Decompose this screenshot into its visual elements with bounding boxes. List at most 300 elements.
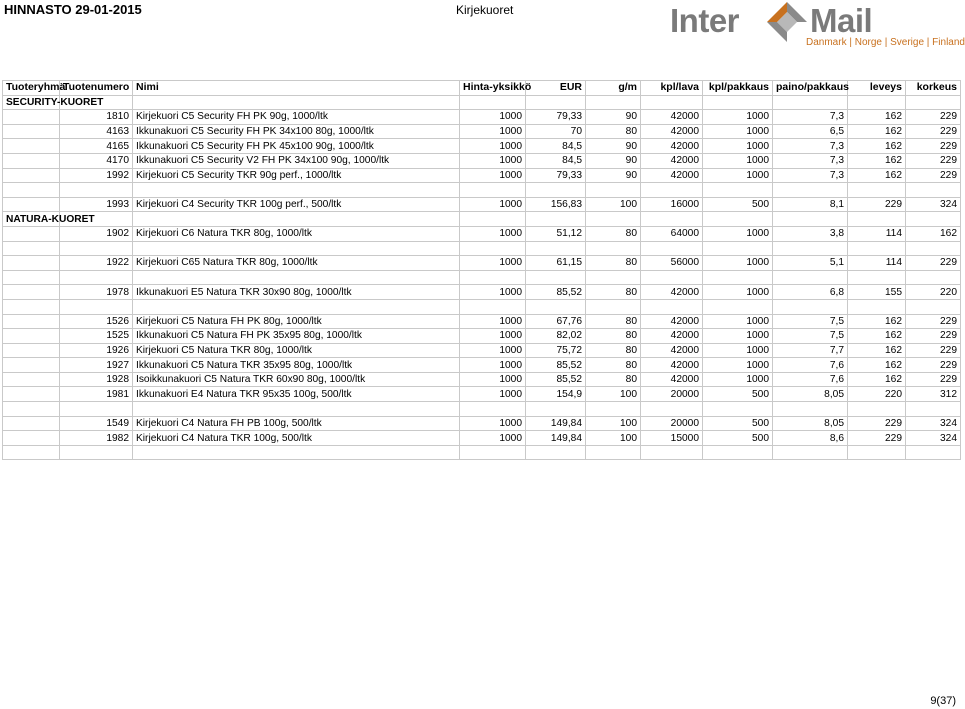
empty-cell (133, 212, 460, 227)
cell-name: Ikkunakuori C5 Security V2 FH PK 34x100 90g, 1000/ltk (133, 153, 460, 168)
empty-cell (773, 445, 848, 460)
cell-name: Kirjekuori C5 Natura FH PK 80g, 1000/ltk (133, 314, 460, 329)
cell-kor: 229 (906, 314, 961, 329)
cell-lev: 155 (848, 285, 906, 300)
cell-name: Ikkunakuori C5 Natura TKR 35x95 80g, 1000/ltk (133, 358, 460, 373)
spacer-row (3, 183, 961, 198)
cell-lev: 162 (848, 358, 906, 373)
cell-nr: 1982 (60, 431, 133, 446)
cell-lev: 229 (848, 431, 906, 446)
cell-lava: 42000 (641, 110, 703, 125)
cell-name: Ikkunakuori C5 Security FH PK 34x100 80g, 1000/ltk (133, 124, 460, 139)
cell-lev: 162 (848, 314, 906, 329)
empty-cell (586, 212, 641, 227)
empty-cell (906, 95, 961, 110)
logo-word-inter: Inter (670, 2, 740, 39)
cell-nr: 1902 (60, 226, 133, 241)
empty-cell (703, 95, 773, 110)
cell-eur: 149,84 (526, 416, 586, 431)
cell-gm: 90 (586, 168, 641, 183)
empty-cell (703, 212, 773, 227)
col-header: kpl/lava (641, 81, 703, 96)
cell-lev: 114 (848, 226, 906, 241)
empty-cell (586, 95, 641, 110)
table-row (3, 139, 961, 154)
col-header: paino/pakkaus (773, 81, 848, 96)
col-header: g/m (586, 81, 641, 96)
cell-unit: 1000 (460, 168, 526, 183)
empty-cell (133, 402, 460, 417)
cell-nr: 4170 (60, 153, 133, 168)
cell-unit: 1000 (460, 372, 526, 387)
group-label: NATURA-KUORET (3, 212, 60, 227)
cell-unit: 1000 (460, 110, 526, 125)
cell-pak: 1000 (703, 256, 773, 271)
empty-cell (3, 256, 60, 271)
cell-kor: 229 (906, 124, 961, 139)
cell-eur: 85,52 (526, 372, 586, 387)
empty-cell (773, 299, 848, 314)
cell-nr: 1927 (60, 358, 133, 373)
empty-cell (3, 402, 60, 417)
cell-lava: 20000 (641, 387, 703, 402)
cell-lev: 162 (848, 168, 906, 183)
intermail-logo (670, 0, 965, 50)
cell-kor: 324 (906, 416, 961, 431)
empty-cell (3, 387, 60, 402)
empty-cell (3, 241, 60, 256)
empty-cell (460, 183, 526, 198)
cell-paino: 6,8 (773, 285, 848, 300)
cell-lev: 162 (848, 372, 906, 387)
page-number: 9(37) (930, 695, 956, 707)
empty-cell (906, 183, 961, 198)
col-header: kpl/pakkaus (703, 81, 773, 96)
empty-cell (773, 183, 848, 198)
empty-cell (773, 241, 848, 256)
spacer-row (3, 270, 961, 285)
cell-lava: 15000 (641, 431, 703, 446)
empty-cell (3, 183, 60, 198)
cell-name: Kirjekuori C5 Security TKR 90g perf., 1000/ltk (133, 168, 460, 183)
empty-cell (586, 299, 641, 314)
col-header: Nimi (133, 81, 460, 96)
col-header: korkeus (906, 81, 961, 96)
cell-paino: 3,8 (773, 226, 848, 241)
empty-cell (703, 241, 773, 256)
empty-cell (3, 110, 60, 125)
cell-lava: 64000 (641, 226, 703, 241)
empty-cell (848, 241, 906, 256)
cell-name: Kirjekuori C4 Natura TKR 100g, 500/ltk (133, 431, 460, 446)
empty-cell (703, 299, 773, 314)
cell-kor: 229 (906, 168, 961, 183)
cell-pak: 500 (703, 416, 773, 431)
cell-gm: 100 (586, 387, 641, 402)
cell-nr: 1992 (60, 168, 133, 183)
empty-cell (3, 226, 60, 241)
cell-eur: 75,72 (526, 343, 586, 358)
empty-cell (641, 402, 703, 417)
empty-cell (460, 445, 526, 460)
cell-gm: 100 (586, 197, 641, 212)
empty-cell (848, 402, 906, 417)
empty-cell (133, 241, 460, 256)
cell-gm: 80 (586, 314, 641, 329)
cell-eur: 67,76 (526, 314, 586, 329)
empty-cell (848, 445, 906, 460)
cell-lava: 42000 (641, 358, 703, 373)
cell-eur: 154,9 (526, 387, 586, 402)
empty-cell (641, 95, 703, 110)
empty-cell (3, 372, 60, 387)
cell-paino: 8,05 (773, 416, 848, 431)
cell-paino: 8,05 (773, 387, 848, 402)
cell-lev: 114 (848, 256, 906, 271)
empty-cell (3, 343, 60, 358)
cell-kor: 324 (906, 431, 961, 446)
table-row (3, 153, 961, 168)
empty-cell (460, 299, 526, 314)
cell-gm: 80 (586, 358, 641, 373)
table-row (3, 431, 961, 446)
cell-lava: 42000 (641, 314, 703, 329)
table-row (3, 372, 961, 387)
cell-name: Kirjekuori C65 Natura TKR 80g, 1000/ltk (133, 256, 460, 271)
cell-paino: 7,6 (773, 372, 848, 387)
cell-gm: 90 (586, 139, 641, 154)
cell-lava: 56000 (641, 256, 703, 271)
cell-paino: 8,1 (773, 197, 848, 212)
cell-unit: 1000 (460, 197, 526, 212)
empty-cell (641, 299, 703, 314)
cell-kor: 229 (906, 153, 961, 168)
cell-lev: 162 (848, 124, 906, 139)
cell-unit: 1000 (460, 416, 526, 431)
empty-cell (133, 445, 460, 460)
table-row (3, 416, 961, 431)
cell-gm: 80 (586, 329, 641, 344)
cell-nr: 1525 (60, 329, 133, 344)
empty-cell (460, 95, 526, 110)
group-label: SECURITY-KUORET (3, 95, 60, 110)
cell-lava: 42000 (641, 372, 703, 387)
empty-cell (848, 212, 906, 227)
empty-cell (133, 299, 460, 314)
cell-name: Ikkunakuori E5 Natura TKR 30x90 80g, 1000/ltk (133, 285, 460, 300)
table-header-row (3, 81, 961, 96)
cell-nr: 4165 (60, 139, 133, 154)
cell-eur: 85,52 (526, 285, 586, 300)
cell-gm: 100 (586, 431, 641, 446)
empty-cell (3, 197, 60, 212)
cell-paino: 7,5 (773, 329, 848, 344)
cell-unit: 1000 (460, 314, 526, 329)
col-header: EUR (526, 81, 586, 96)
empty-cell (641, 445, 703, 460)
empty-cell (133, 270, 460, 285)
cell-nr: 1993 (60, 197, 133, 212)
cell-name: Ikkunakuori C5 Security FH PK 45x100 90g, 1000/ltk (133, 139, 460, 154)
document-title: HINNASTO 29-01-2015 (4, 2, 142, 17)
cell-unit: 1000 (460, 329, 526, 344)
logo-countries: Danmark | Norge | Sverige | Finland (806, 37, 965, 48)
empty-cell (906, 445, 961, 460)
cell-pak: 1000 (703, 110, 773, 125)
empty-cell (3, 124, 60, 139)
cell-lava: 16000 (641, 197, 703, 212)
cell-paino: 7,3 (773, 139, 848, 154)
cell-gm: 80 (586, 256, 641, 271)
empty-cell (60, 402, 133, 417)
cell-pak: 500 (703, 387, 773, 402)
empty-cell (460, 270, 526, 285)
empty-cell (906, 212, 961, 227)
group-row (3, 95, 961, 110)
cell-name: Ikkunakuori C5 Natura FH PK 35x95 80g, 1000/ltk (133, 329, 460, 344)
cell-kor: 229 (906, 110, 961, 125)
cell-gm: 90 (586, 153, 641, 168)
cell-name: Kirjekuori C4 Security TKR 100g perf., 500/ltk (133, 197, 460, 212)
empty-cell (60, 445, 133, 460)
cell-eur: 79,33 (526, 168, 586, 183)
cell-lava: 42000 (641, 168, 703, 183)
cell-lev: 162 (848, 153, 906, 168)
empty-cell (526, 445, 586, 460)
table-row (3, 110, 961, 125)
cell-eur: 79,33 (526, 110, 586, 125)
cell-kor: 162 (906, 226, 961, 241)
cell-lev: 229 (848, 197, 906, 212)
cell-paino: 7,5 (773, 314, 848, 329)
empty-cell (703, 445, 773, 460)
empty-cell (3, 431, 60, 446)
empty-cell (3, 153, 60, 168)
empty-cell (906, 241, 961, 256)
empty-cell (848, 299, 906, 314)
table-row (3, 168, 961, 183)
col-header: leveys (848, 81, 906, 96)
cell-kor: 229 (906, 358, 961, 373)
cell-nr: 1926 (60, 343, 133, 358)
cell-pak: 1000 (703, 139, 773, 154)
cell-lev: 220 (848, 387, 906, 402)
empty-cell (3, 445, 60, 460)
cell-name: Kirjekuori C4 Natura FH PB 100g, 500/ltk (133, 416, 460, 431)
empty-cell (703, 402, 773, 417)
table-row (3, 197, 961, 212)
cell-nr: 1526 (60, 314, 133, 329)
cell-nr: 4163 (60, 124, 133, 139)
cell-nr: 1922 (60, 256, 133, 271)
cell-nr: 1978 (60, 285, 133, 300)
empty-cell (641, 212, 703, 227)
cell-unit: 1000 (460, 431, 526, 446)
cell-paino: 7,6 (773, 358, 848, 373)
empty-cell (60, 270, 133, 285)
cell-name: Ikkunakuori E4 Natura TKR 95x35 100g, 500/ltk (133, 387, 460, 402)
table-row (3, 387, 961, 402)
cell-paino: 7,3 (773, 110, 848, 125)
cell-unit: 1000 (460, 285, 526, 300)
empty-cell (526, 299, 586, 314)
cell-kor: 312 (906, 387, 961, 402)
empty-cell (526, 241, 586, 256)
cell-kor: 324 (906, 197, 961, 212)
col-header: Tuotenumero (60, 81, 133, 96)
empty-cell (60, 183, 133, 198)
cell-gm: 90 (586, 110, 641, 125)
empty-cell (773, 402, 848, 417)
cell-nr: 1981 (60, 387, 133, 402)
cell-name: Kirjekuori C6 Natura TKR 80g, 1000/ltk (133, 226, 460, 241)
cell-eur: 61,15 (526, 256, 586, 271)
cell-gm: 80 (586, 343, 641, 358)
empty-cell (906, 402, 961, 417)
table-row (3, 358, 961, 373)
cell-paino: 7,3 (773, 153, 848, 168)
cell-unit: 1000 (460, 256, 526, 271)
empty-cell (848, 270, 906, 285)
empty-cell (133, 95, 460, 110)
spacer-row (3, 299, 961, 314)
empty-cell (906, 270, 961, 285)
cell-pak: 1000 (703, 314, 773, 329)
cell-lava: 42000 (641, 153, 703, 168)
empty-cell (586, 183, 641, 198)
cell-nr: 1928 (60, 372, 133, 387)
cell-paino: 7,3 (773, 168, 848, 183)
cell-pak: 1000 (703, 343, 773, 358)
table-row (3, 256, 961, 271)
table-row (3, 329, 961, 344)
cell-paino: 8,6 (773, 431, 848, 446)
empty-cell (586, 402, 641, 417)
empty-cell (3, 168, 60, 183)
cell-pak: 1000 (703, 153, 773, 168)
cell-eur: 84,5 (526, 153, 586, 168)
logo-arrow-icon (765, 0, 809, 44)
cell-lava: 42000 (641, 329, 703, 344)
cell-pak: 1000 (703, 329, 773, 344)
cell-kor: 229 (906, 343, 961, 358)
empty-cell (3, 329, 60, 344)
empty-cell (641, 241, 703, 256)
cell-pak: 500 (703, 197, 773, 212)
empty-cell (60, 241, 133, 256)
cell-gm: 80 (586, 124, 641, 139)
empty-cell (586, 241, 641, 256)
empty-cell (526, 270, 586, 285)
cell-unit: 1000 (460, 139, 526, 154)
spacer-row (3, 402, 961, 417)
cell-kor: 229 (906, 329, 961, 344)
cell-eur: 149,84 (526, 431, 586, 446)
price-table (2, 80, 961, 460)
cell-lava: 42000 (641, 285, 703, 300)
cell-kor: 229 (906, 256, 961, 271)
empty-cell (3, 358, 60, 373)
cell-kor: 229 (906, 139, 961, 154)
cell-gm: 80 (586, 285, 641, 300)
cell-pak: 1000 (703, 226, 773, 241)
empty-cell (3, 270, 60, 285)
empty-cell (133, 183, 460, 198)
empty-cell (641, 183, 703, 198)
cell-pak: 1000 (703, 168, 773, 183)
empty-cell (641, 270, 703, 285)
cell-lev: 162 (848, 110, 906, 125)
cell-lev: 229 (848, 416, 906, 431)
cell-name: Kirjekuori C5 Natura TKR 80g, 1000/ltk (133, 343, 460, 358)
empty-cell (906, 299, 961, 314)
cell-unit: 1000 (460, 124, 526, 139)
cell-gm: 80 (586, 372, 641, 387)
cell-lava: 20000 (641, 416, 703, 431)
empty-cell (3, 314, 60, 329)
category-title: Kirjekuoret (456, 3, 514, 17)
logo-word-mail: Mail (810, 2, 873, 39)
cell-lava: 42000 (641, 139, 703, 154)
empty-cell (3, 285, 60, 300)
spacer-row (3, 241, 961, 256)
cell-name: Isoikkunakuori C5 Natura TKR 60x90 80g, 1000/ltk (133, 372, 460, 387)
empty-cell (526, 183, 586, 198)
empty-cell (586, 270, 641, 285)
cell-unit: 1000 (460, 153, 526, 168)
cell-gm: 80 (586, 226, 641, 241)
cell-eur: 156,83 (526, 197, 586, 212)
cell-unit: 1000 (460, 226, 526, 241)
cell-pak: 1000 (703, 372, 773, 387)
cell-paino: 7,7 (773, 343, 848, 358)
empty-cell (60, 299, 133, 314)
cell-pak: 1000 (703, 358, 773, 373)
cell-pak: 1000 (703, 124, 773, 139)
empty-cell (848, 95, 906, 110)
cell-nr: 1549 (60, 416, 133, 431)
empty-cell (703, 270, 773, 285)
cell-pak: 1000 (703, 285, 773, 300)
empty-cell (773, 95, 848, 110)
cell-lev: 162 (848, 329, 906, 344)
cell-eur: 51,12 (526, 226, 586, 241)
empty-cell (460, 212, 526, 227)
col-header: Tuoteryhmä (3, 81, 60, 96)
empty-cell (586, 445, 641, 460)
cell-gm: 100 (586, 416, 641, 431)
cell-eur: 85,52 (526, 358, 586, 373)
cell-lev: 162 (848, 139, 906, 154)
empty-cell (773, 212, 848, 227)
cell-kor: 220 (906, 285, 961, 300)
cell-unit: 1000 (460, 343, 526, 358)
empty-cell (703, 183, 773, 198)
table-row (3, 285, 961, 300)
col-header: Hinta-yksikkö (460, 81, 526, 96)
empty-cell (526, 95, 586, 110)
empty-cell (3, 416, 60, 431)
cell-unit: 1000 (460, 358, 526, 373)
cell-unit: 1000 (460, 387, 526, 402)
cell-eur: 84,5 (526, 139, 586, 154)
cell-eur: 70 (526, 124, 586, 139)
cell-name: Kirjekuori C5 Security FH PK 90g, 1000/ltk (133, 110, 460, 125)
empty-cell (848, 183, 906, 198)
cell-pak: 500 (703, 431, 773, 446)
cell-eur: 82,02 (526, 329, 586, 344)
cell-lava: 42000 (641, 343, 703, 358)
